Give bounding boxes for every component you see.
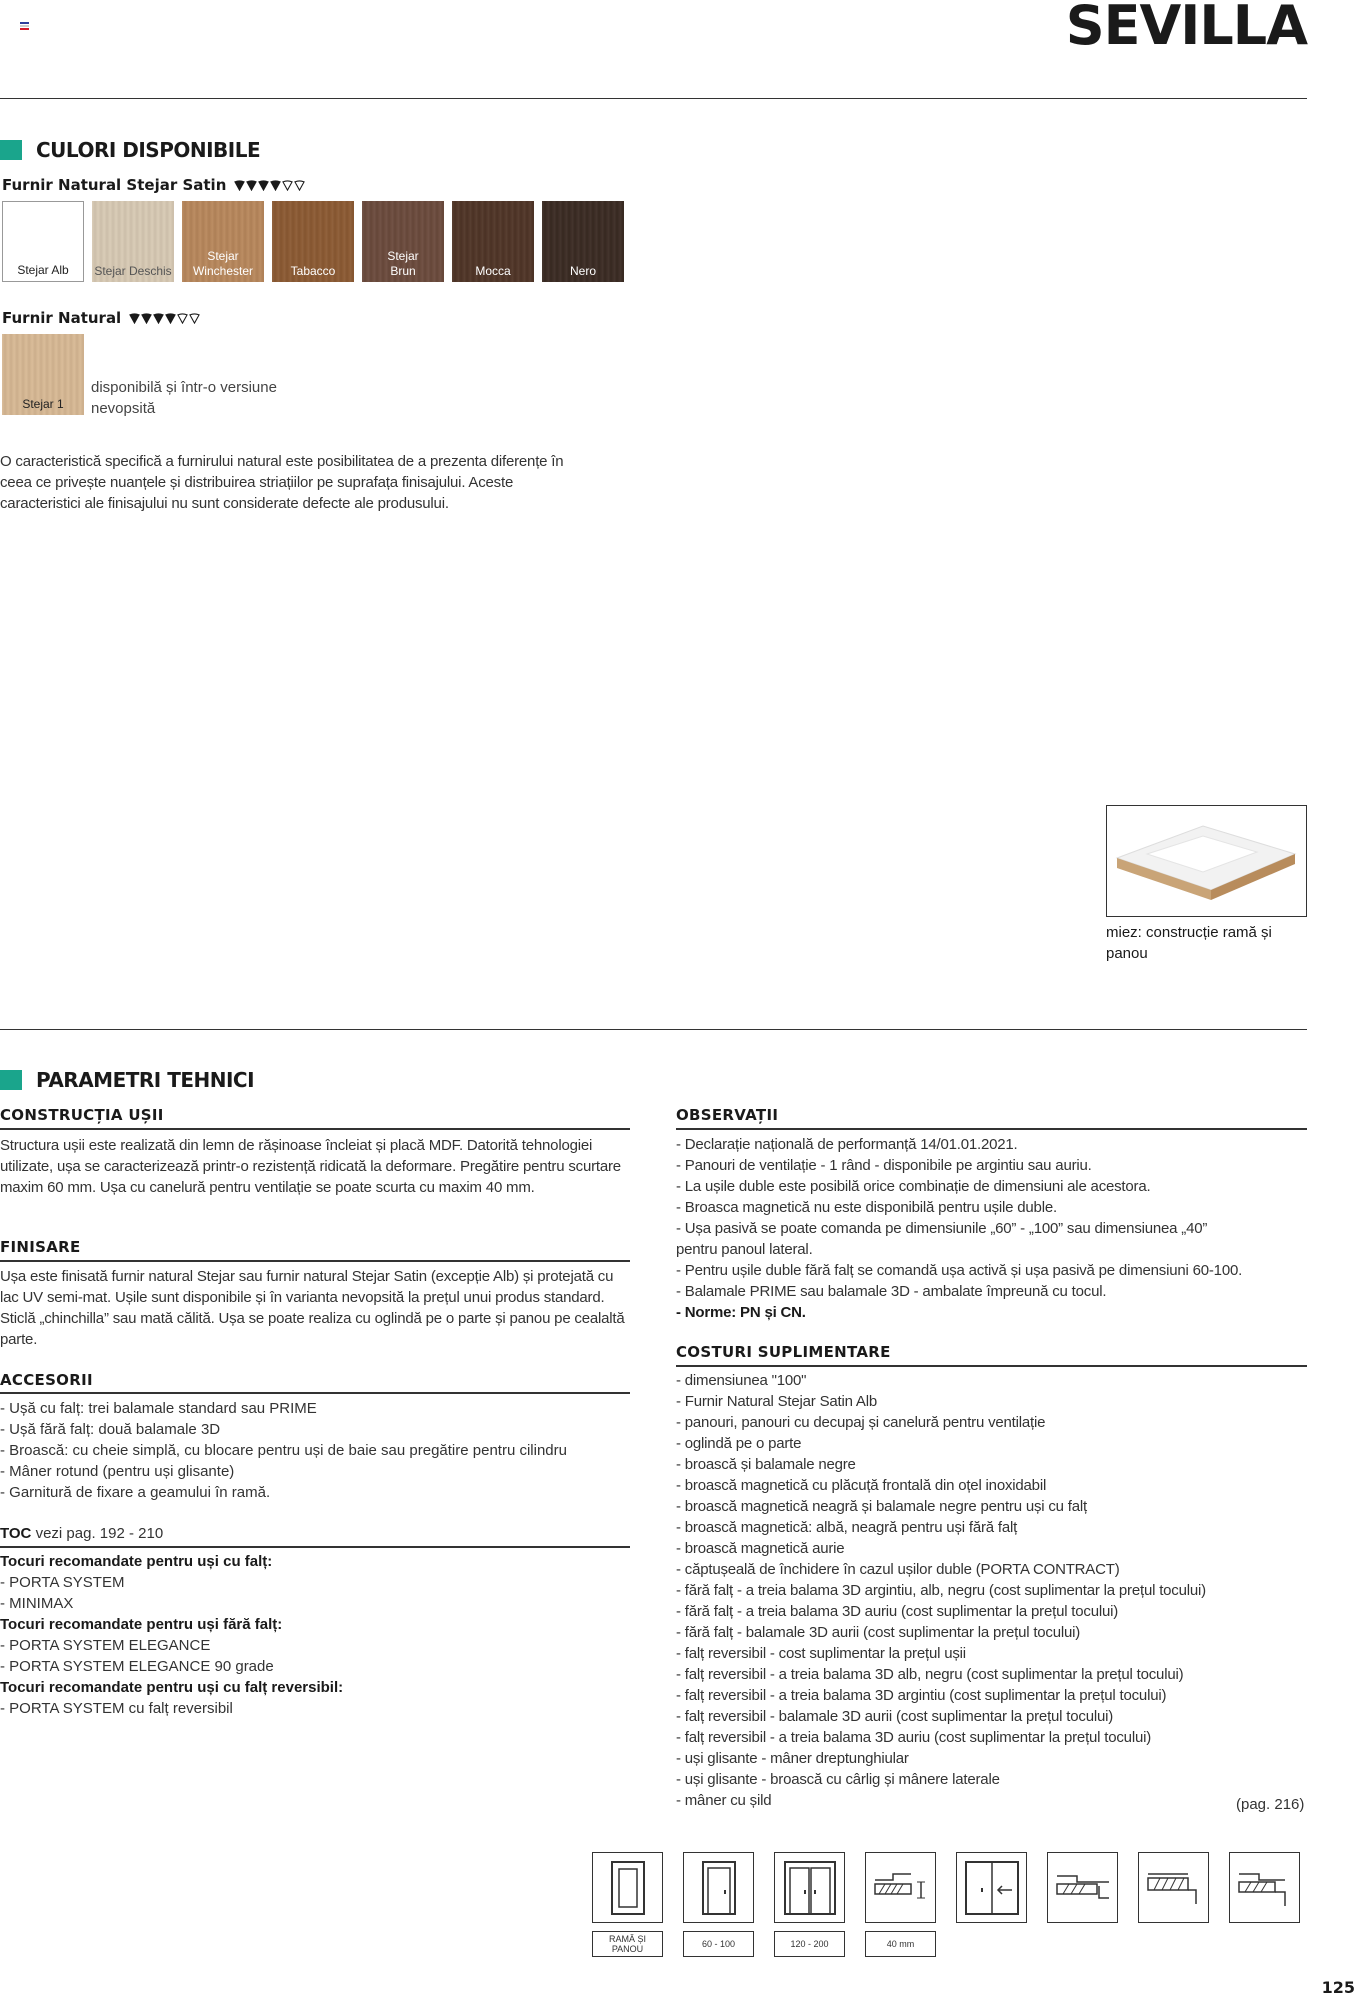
list-item: - La ușile duble este posibilă orice combinație de dimensiuni ale acestora. [676, 1178, 1151, 1195]
colors-section-title: CULORI DISPONIBILE [36, 138, 261, 162]
swatch-label: Stejar Brun [387, 249, 419, 278]
finish-text: Ușa este finisată furnir natural Stejar sau furnir natural Stejar Satin (excepție Alb) și protejată cu lac UV semi-mat. Ușile sunt disponibile și în varianta nevopsită la prețul unui produs standard. Sticlă „chinchilla” sau mată călită. Ușa se poate realiza cu oglindă pe o parte și panou pe cealaltă parte. [0, 1268, 625, 1348]
list-item: - broască magnetică cu plăcuță frontală din oțel inoxidabil [676, 1477, 1047, 1494]
rating-filled-icon [153, 313, 164, 324]
swatch-tabacco[interactable] [272, 201, 354, 282]
rating-filled-icon [165, 313, 176, 324]
toc-title: TOC [0, 1525, 32, 1542]
section-marker [0, 1070, 22, 1090]
list-item: Tocuri recomandate pentru uși fără falț: [0, 1616, 283, 1633]
list-item: - Balamale PRIME sau balamale 3D - ambalate împreună cu tocul. [676, 1283, 1107, 1300]
construction-text: Structura ușii este realizată din lemn de rășinoase încleiat și placă MDF. Datorită tehnologiei utilizate, ușa se caracterizează printr-o rezistență ridicată la deformare. Pregătire pentru scurtare maxim 60 mm. Ușa cu canelură pentru ventilație se poate scurta cu maxim 40 mm. [0, 1137, 621, 1196]
observations-rule [676, 1128, 1307, 1130]
finish-heading: FINISARE [0, 1238, 81, 1256]
icon-label-single-width: 60 - 100 [683, 1931, 754, 1957]
swatch-label: Mocca [475, 264, 511, 278]
group1-title-text: Furnir Natural Stejar Satin [2, 176, 227, 194]
list-item: - broască magnetică aurie [676, 1540, 845, 1557]
list-item: - mâner cu șild [676, 1792, 772, 1809]
flag-icon [20, 22, 29, 29]
icon-label-frame-panel: RAMĂ ȘI PANOU [592, 1931, 663, 1957]
swatch-label: Tabacco [290, 264, 336, 278]
toc-list [0, 1551, 343, 1719]
list-item: Tocuri recomandate pentru uși cu falț reversibil: [0, 1679, 344, 1696]
list-item: - broască magnetică: albă, neagră pentru uși fără falț [676, 1519, 1018, 1536]
list-item: - uși glisante - mâner dreptunghiular [676, 1750, 909, 1767]
rating-filled-icon [141, 313, 152, 324]
list-item: - fără falț - a treia balama 3D auriu (cost suplimentar la prețul tocului) [676, 1603, 1119, 1620]
core-board-icon [1107, 806, 1305, 915]
quality-rating-icon [129, 313, 200, 324]
observations-heading: OBSERVAȚII [676, 1106, 779, 1124]
list-item: Tocuri recomandate pentru uși cu falț: [0, 1553, 273, 1570]
rating-filled-icon [234, 180, 245, 191]
core-caption: miez: construcție ramă și panou [1106, 924, 1272, 962]
swatch-row [2, 201, 624, 282]
list-item: - fără falț - balamale 3D aurii (cost suplimentar la prețul tocului) [676, 1624, 1081, 1641]
swatch-label: Stejar Deschis [94, 264, 172, 278]
rating-empty-icon [189, 313, 200, 324]
finish-rule [0, 1260, 630, 1262]
list-item: - PORTA SYSTEM [0, 1574, 125, 1591]
quality-rating-icon [234, 180, 305, 191]
list-item: - falț reversibil - a treia balama 3D alb, negru (cost suplimentar la prețul tocului) [676, 1666, 1184, 1683]
toc-rule [0, 1546, 630, 1548]
rating-filled-icon [270, 180, 281, 191]
flag-stripe-red [20, 28, 29, 30]
sliding-door-icon [956, 1852, 1027, 1923]
list-item: - falț reversibil - cost suplimentar la prețul ușii [676, 1645, 966, 1662]
list-item: - Broască: cu cheie simplă, cu blocare pentru uși de baie sau pregătire pentru cilindru [0, 1442, 567, 1459]
list-item: - fără falț - a treia balama 3D argintiu, alb, negru (cost suplimentar la prețul tocului) [676, 1582, 1206, 1599]
list-item: - PORTA SYSTEM ELEGANCE [0, 1637, 211, 1654]
accessories-heading: ACCESORII [0, 1371, 93, 1389]
list-item: - căptușeală de închidere în cazul ușilor duble (PORTA CONTRACT) [676, 1561, 1120, 1578]
rebate-profile-icon [1047, 1852, 1118, 1923]
list-item: - Panouri de ventilație - 1 rând - disponibile pe argintiu sau auriu. [676, 1157, 1092, 1174]
swatch-label: Stejar Winchester [192, 249, 254, 278]
list-item: - Pentru ușile duble fără falț se comandă ușa activă și ușa pasivă pe dimensiuni 60-100. [676, 1262, 1243, 1279]
rating-filled-icon [129, 313, 140, 324]
list-item: - broască și balamale negre [676, 1456, 856, 1473]
reversible-profile-icon [1229, 1852, 1300, 1923]
list-item: - Norme: PN și CN. [676, 1304, 806, 1321]
group1-title [2, 176, 305, 194]
header-divider [0, 98, 1307, 99]
swatch-stejar-winchester[interactable] [182, 201, 264, 282]
list-item: - Mâner rotund (pentru uși glisante) [0, 1463, 235, 1480]
flag-stripe-white [20, 25, 29, 27]
colors-section-heading [0, 138, 260, 162]
list-item: - broască magnetică neagră și balamale negre pentru uși cu falț [676, 1498, 1087, 1515]
tech-section-title: PARAMETRI TEHNICI [36, 1068, 255, 1092]
veneer-description: O caracteristică specifică a furnirului natural este posibilitatea de a prezenta diferențe în ceea ce privește nuanțele și distribuirea striațiilor pe suprafața finisajului. Aceste caracteristici ale finisajului nu sunt considerate defecte ale produsului. [0, 453, 564, 512]
swatch-label: Stejar Alb [17, 263, 69, 277]
extra-costs-list [676, 1370, 1206, 1811]
feature-icon-strip [592, 1852, 1300, 1923]
rating-empty-icon [177, 313, 188, 324]
rating-empty-icon [294, 180, 305, 191]
icon-label-cut-depth: 40 mm [865, 1931, 936, 1957]
flag-stripe-blue [20, 22, 29, 24]
list-item: - Ușă fără falț: două balamale 3D [0, 1421, 221, 1438]
list-item: - Ușa pasivă se poate comanda pe dimensiunile „60” - „100” sau dimensiunea „40” [676, 1220, 1208, 1237]
list-item: - falț reversibil - a treia balama 3D auriu (cost suplimentar la prețul tocului) [676, 1729, 1152, 1746]
extra-costs-rule [676, 1365, 1307, 1367]
tech-section-heading [0, 1068, 254, 1092]
group2-title-text: Furnir Natural [2, 309, 122, 327]
double-door-icon [774, 1852, 845, 1923]
list-item: - MINIMAX [0, 1595, 74, 1612]
swatch-nero[interactable] [542, 201, 624, 282]
toc-heading [0, 1523, 163, 1544]
toc-page-ref: vezi pag. 192 - 210 [35, 1525, 164, 1542]
list-item: - Garnitură de fixare a geamului în ramă. [0, 1484, 271, 1501]
swatch-mocca[interactable] [452, 201, 534, 282]
product-title: SEVILLA [1065, 0, 1307, 57]
rating-filled-icon [246, 180, 257, 191]
list-item: - PORTA SYSTEM cu falț reversibil [0, 1700, 233, 1717]
section-marker [0, 140, 22, 160]
list-item: - falț reversibil - balamale 3D aurii (cost suplimentar la prețul tocului) [676, 1708, 1114, 1725]
swatch-label: Stejar 1 [22, 397, 64, 411]
swatch-stejar-alb[interactable] [2, 201, 84, 282]
rebate-cut-icon [865, 1852, 936, 1923]
section-divider [0, 1029, 1307, 1030]
swatch-stejar-brun[interactable] [362, 201, 444, 282]
swatch-label: Nero [569, 264, 596, 278]
list-item: - oglindă pe o parte [676, 1435, 802, 1452]
accessories-rule [0, 1392, 630, 1394]
accessories-list [0, 1398, 567, 1503]
rating-filled-icon [258, 180, 269, 191]
flush-profile-icon [1138, 1852, 1209, 1923]
rating-empty-icon [282, 180, 293, 191]
frame-panel-icon [592, 1852, 663, 1923]
swatch-stejar-1[interactable] [2, 334, 84, 415]
list-item: - dimensiunea "100" [676, 1372, 807, 1389]
list-item: - Ușă cu falț: trei balamale standard sau PRIME [0, 1400, 317, 1417]
list-item: - Declarație națională de performanță 14/01.01.2021. [676, 1136, 1018, 1153]
list-item: - uși glisante - broască cu cârlig și mânere laterale [676, 1771, 1000, 1788]
extra-costs-page-ref: (pag. 216) [1236, 1796, 1305, 1813]
extra-costs-heading: COSTURI SUPLIMENTARE [676, 1343, 891, 1361]
page-number: 125 [1321, 1978, 1355, 1997]
group2-title [2, 309, 200, 327]
list-item: pentru panoul lateral. [676, 1241, 813, 1258]
icon-label-double-width: 120 - 200 [774, 1931, 845, 1957]
list-item: - PORTA SYSTEM ELEGANCE 90 grade [0, 1658, 274, 1675]
unpainted-note: disponibilă și într-o versiune nevopsită [91, 379, 277, 417]
core-construction-image [1106, 805, 1307, 917]
swatch-stejar-deschis[interactable] [92, 201, 174, 282]
list-item: - falț reversibil - a treia balama 3D argintiu (cost suplimentar la prețul tocului) [676, 1687, 1167, 1704]
observations-list [676, 1134, 1242, 1323]
list-item: - Broasca magnetică nu este disponibilă pentru ușile duble. [676, 1199, 1057, 1216]
construction-rule [0, 1128, 630, 1130]
list-item: - Furnir Natural Stejar Satin Alb [676, 1393, 877, 1410]
single-door-icon [683, 1852, 754, 1923]
list-item: - panouri, panouri cu decupaj și canelură pentru ventilație [676, 1414, 1046, 1431]
construction-heading: CONSTRUCȚIA UȘII [0, 1106, 164, 1124]
